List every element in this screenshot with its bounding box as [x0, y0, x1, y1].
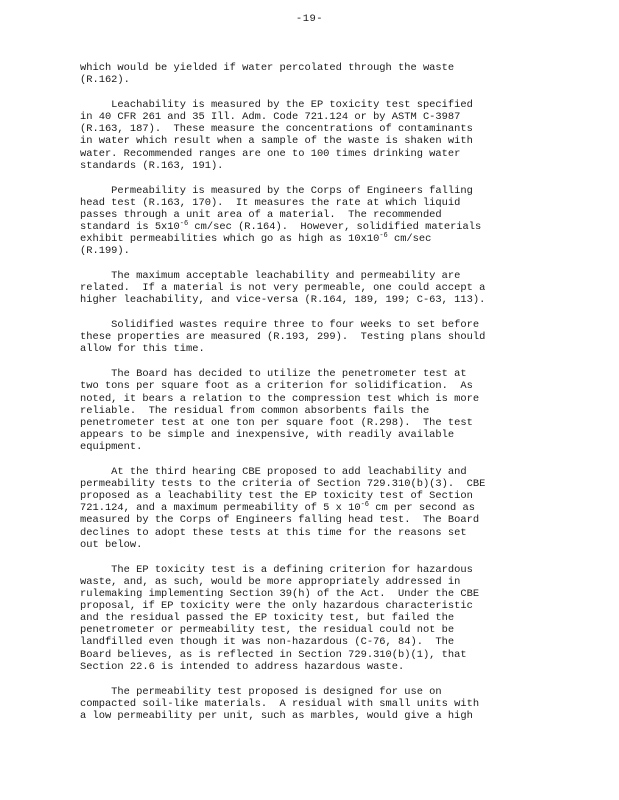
text-line: out below.: [80, 538, 143, 551]
text-line: (R.162).: [80, 74, 130, 87]
text-line: Section 22.6 is intended to address hazardous waste.: [80, 660, 405, 673]
text-line: equipment.: [80, 441, 143, 454]
page-number: -19-: [295, 13, 324, 25]
paragraph: [80, 466, 560, 551]
text-line: head test (R.163, 170). It measures the rate at which liquid: [80, 196, 461, 209]
text-line: rulemaking implementing Section 39(h) of the Act. Under the CBE: [80, 587, 480, 600]
text-line: The maximum acceptable leachability and permeability are: [80, 270, 461, 283]
text-line: measured by the Corps of Engineers falling head test. The Board: [80, 514, 480, 527]
text-line: passes through a unit area of a material. The recommended: [80, 208, 442, 221]
text-line: 721.124, and a maximum permeability of 5 x $10^{-6}$ cm per second as: [80, 501, 476, 515]
text-line: water. Recommended ranges are one to 100 times drinking water: [80, 147, 461, 160]
text-line: these properties are measured (R.193, 299). Testing plans should: [80, 331, 486, 344]
text-line: waste, and, as such, would be more appropriately addressed in: [80, 575, 461, 588]
text-line: two tons per square foot as a criterion for solidification. As: [80, 380, 473, 393]
text-line: which would be yielded if water percolated through the waste: [80, 62, 455, 74]
text-line: The EP toxicity test is a defining criterion for hazardous: [80, 563, 473, 576]
paragraph: [80, 185, 560, 258]
text-line: noted, it bears a relation to the compression test which is more: [80, 392, 480, 405]
paragraph: [80, 99, 560, 172]
text-line: proposed as a leachability test the EP toxicity test of Section: [80, 490, 473, 503]
document-body: [80, 62, 560, 735]
text-line: (R.199).: [80, 245, 130, 258]
text-line: Permeability is measured by the Corps of Engineers falling: [80, 184, 473, 197]
text-line: appears to be simple and inexpensive, with readily available: [80, 428, 455, 441]
paragraph: [80, 62, 560, 86]
text-line: in 40 CFR 261 and 35 Ill. Adm. Code 721.124 or by ASTM C-3987: [80, 111, 461, 124]
text-line: a low permeability per unit, such as marbles, would give a high: [80, 709, 473, 722]
text-line: At the third hearing CBE proposed to add leachability and: [80, 465, 467, 478]
paragraph: [80, 686, 560, 722]
text-line: related. If a material is not very permeable, one could accept a: [80, 282, 486, 295]
text-line: proposal, if EP toxicity were the only hazardous characteristic: [80, 600, 473, 613]
text-line: reliable. The residual from common absorbents fails the: [80, 404, 430, 417]
paragraph: [80, 564, 560, 673]
paragraph: [80, 319, 560, 355]
text-line: Leachability is measured by the EP toxicity test specified: [80, 98, 473, 111]
text-line: and the residual passed the EP toxicity test, but failed the: [80, 612, 455, 625]
text-line: allow for this time.: [80, 343, 205, 356]
text-line: Board believes, as is reflected in Section 729.310(b)(1), that: [80, 648, 467, 661]
text-line: The permeability test proposed is designed for use on: [80, 685, 442, 698]
text-line: in water which result when a sample of the waste is shaken with: [80, 135, 473, 148]
paragraph: [80, 270, 560, 306]
paragraph: [80, 368, 560, 453]
text-line: penetrometer test at one ton per square foot (R.298). The test: [80, 416, 473, 429]
text-line: higher leachability, and vice-versa (R.164, 189, 199; C-63, 113).: [80, 294, 486, 307]
text-line: compacted soil-like materials. A residual with small units with: [80, 697, 480, 710]
text-line: (R.163, 187). These measure the concentrations of contaminants: [80, 123, 473, 136]
text-line: declines to adopt these tests at this time for the reasons set: [80, 526, 467, 539]
text-line: Solidified wastes require three to four weeks to set before: [80, 319, 480, 332]
text-line: standards (R.163, 191).: [80, 159, 224, 172]
text-line: permeability tests to the criteria of Section 729.310(b)(3). CBE: [80, 478, 486, 491]
text-line: penetrometer or permeability test, the residual could not be: [80, 624, 455, 637]
text-line: exhibit permeabilities which go as high as $10x10^{-6}$ cm/sec: [80, 232, 432, 246]
text-line: standard is $5x10^{-6}$ cm/sec (R.164). However, solidified materials: [80, 219, 482, 233]
text-line: The Board has decided to utilize the penetrometer test at: [80, 368, 467, 381]
text-line: landfilled even though it was non-hazardous (C-76, 84). The: [80, 636, 455, 649]
